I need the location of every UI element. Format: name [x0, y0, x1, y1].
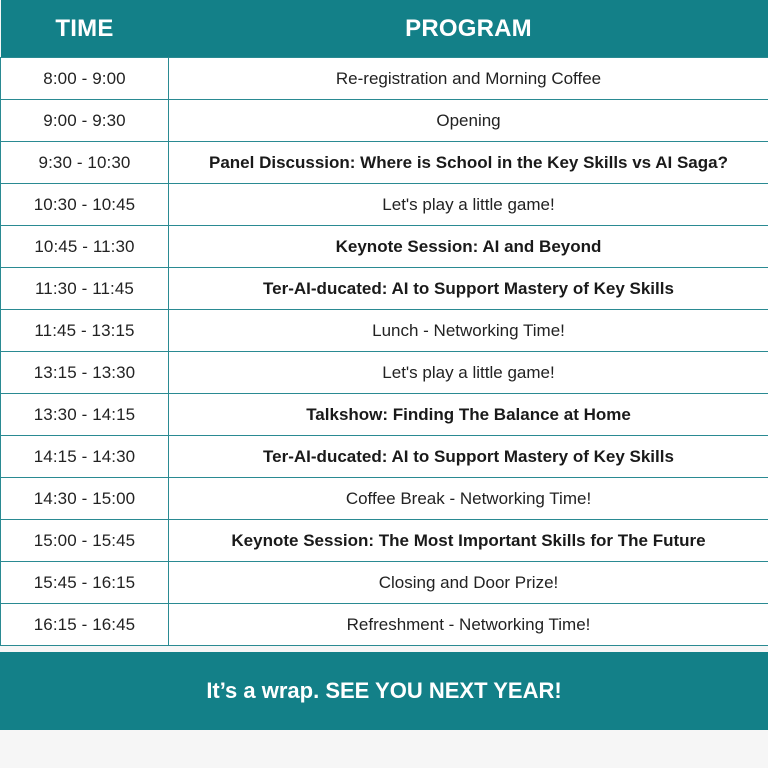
footer-banner: [0, 652, 768, 730]
schedule-row: [1, 604, 768, 646]
session-time: 11:45 - 13:15: [1, 310, 169, 352]
schedule-row: [1, 520, 768, 562]
schedule-row: [1, 142, 768, 184]
program-column-header: PROGRAM: [169, 0, 768, 58]
session-time: 13:15 - 13:30: [1, 352, 169, 394]
session-program: Keynote Session: AI and Beyond: [169, 226, 768, 268]
time-column-header: TIME: [1, 0, 169, 58]
session-time: 15:00 - 15:45: [1, 520, 169, 562]
session-program: Talkshow: Finding The Balance at Home: [169, 394, 768, 436]
footer-text: It’s a wrap. SEE YOU NEXT YEAR!: [206, 678, 562, 703]
session-time: 11:30 - 11:45: [1, 268, 169, 310]
session-program: Coffee Break - Networking Time!: [169, 478, 768, 520]
session-program: Refreshment - Networking Time!: [169, 604, 768, 646]
schedule-body: [1, 58, 768, 646]
session-program: Let's play a little game!: [169, 184, 768, 226]
schedule-row: [1, 58, 768, 100]
schedule-row: [1, 478, 768, 520]
session-program: Ter-AI-ducated: AI to Support Mastery of Key Skills: [169, 436, 768, 478]
session-time: 8:00 - 9:00: [1, 58, 169, 100]
session-program: Closing and Door Prize!: [169, 562, 768, 604]
session-program: Let's play a little game!: [169, 352, 768, 394]
schedule-row: [1, 394, 768, 436]
schedule-row: [1, 226, 768, 268]
session-time: 14:30 - 15:00: [1, 478, 169, 520]
session-time: 14:15 - 14:30: [1, 436, 169, 478]
session-program: Re-registration and Morning Coffee: [169, 58, 768, 100]
schedule-row: [1, 184, 768, 226]
session-program: Keynote Session: The Most Important Skills for The Future: [169, 520, 768, 562]
schedule-header-row: [1, 0, 768, 58]
session-time: 9:30 - 10:30: [1, 142, 169, 184]
schedule-row: [1, 268, 768, 310]
session-time: 10:30 - 10:45: [1, 184, 169, 226]
session-program: Opening: [169, 100, 768, 142]
session-time: 10:45 - 11:30: [1, 226, 169, 268]
session-time: 15:45 - 16:15: [1, 562, 169, 604]
schedule-row: [1, 352, 768, 394]
session-time: 16:15 - 16:45: [1, 604, 169, 646]
session-program: Panel Discussion: Where is School in the Key Skills vs AI Saga?: [169, 142, 768, 184]
schedule-row: [1, 100, 768, 142]
session-time: 9:00 - 9:30: [1, 100, 169, 142]
session-time: 13:30 - 14:15: [1, 394, 169, 436]
schedule-row: [1, 436, 768, 478]
schedule-row: [1, 310, 768, 352]
schedule-row: [1, 562, 768, 604]
session-program: Ter-AI-ducated: AI to Support Mastery of Key Skills: [169, 268, 768, 310]
session-program: Lunch - Networking Time!: [169, 310, 768, 352]
